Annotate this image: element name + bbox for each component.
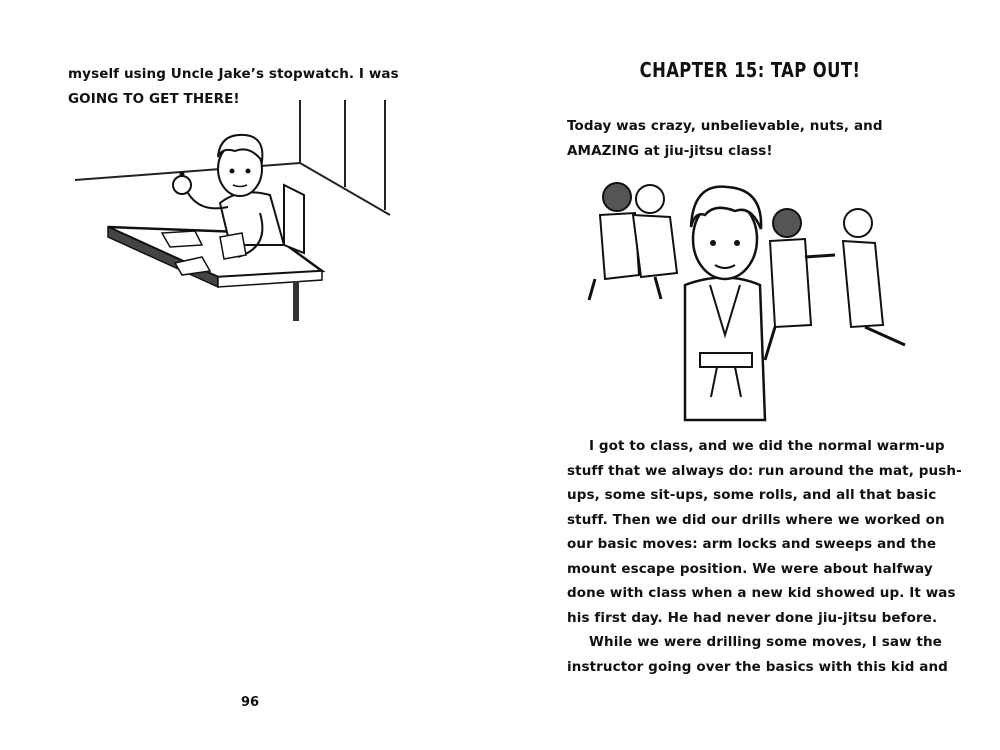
jiu-jitsu-class-illustration: [565, 175, 925, 425]
body-text: [567, 434, 962, 679]
paragraph: While we were drilling some moves, I saw the instructor going over the basics with this kid and: [567, 634, 948, 675]
boy-at-desk-illustration: [70, 95, 410, 325]
chapter-title: CHAPTER 15: TAP OUT!: [639, 58, 861, 82]
right-page: [500, 0, 1000, 750]
paragraph: I got to class, and we did the normal warm-up stuff that we always do: run around the mat, push-ups, some sit-ups, some rolls, and all that basic stuff. Then we did our drills where we worked on our basic moves: arm locks and sweeps and the mount escape position. We were about halfway done with class when a new kid showed up. It was his first day. He had never done jiu-jitsu before.: [567, 438, 962, 626]
intro-paragraph: Today was crazy, unbelievable, nuts, and AMAZING at jiu-jitsu class!: [567, 118, 883, 159]
left-paragraph: myself using Uncle Jake’s stopwatch. I was GOING TO GET THERE!: [68, 66, 399, 107]
page-number: 96: [240, 695, 260, 710]
